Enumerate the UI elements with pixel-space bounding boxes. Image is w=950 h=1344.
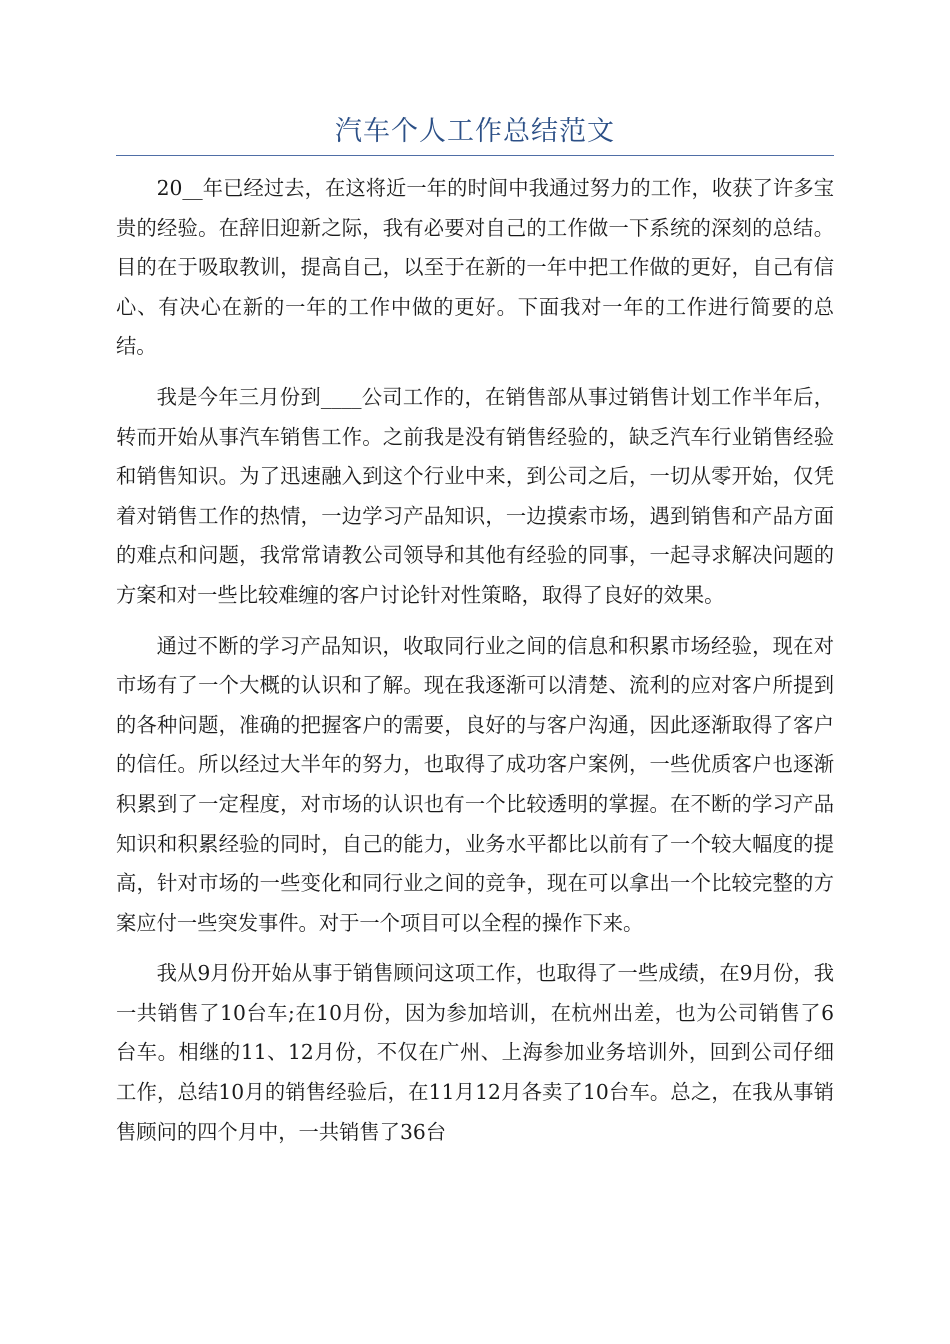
document-body	[116, 169, 834, 1163]
document-title: 汽车个人工作总结范文	[335, 116, 615, 147]
title-underline	[116, 155, 834, 156]
paragraph-1: 20__年已经过去，在这将近一年的时间中我通过努力的工作，收获了许多宝贵的经验。在辞旧迎新之际，我有必要对自己的工作做一下系统的深刻的总结。目的在于吸取教训，提高自己，以至于在新的一年中把工作做的更好，自己有信心、有决心在新的一年的工作中做的更好。下面我对一年的工作进行简要的总结。	[116, 176, 834, 359]
paragraph-4: 我从9月份开始从事于销售顾问这项工作，也取得了一些成绩，在9月份，我一共销售了10台车;在10月份，因为参加培训，在杭州出差，也为公司销售了6台车。相继的11、12月份，不仅在广州、上海参加业务培训外，回到公司仔细工作，总结10月的销售经验后，在11月12月各卖了10台车。总之，在我从事销售顾问的四个月中，一共销售了36台	[116, 961, 834, 1144]
paragraph-3: 通过不断的学习产品知识，收取同行业之间的信息和积累市场经验，现在对市场有了一个大概的认识和了解。现在我逐渐可以清楚、流利的应对客户所提到的各种问题，准确的把握客户的需要，良好的与客户沟通，因此逐渐取得了客户的信任。所以经过大半年的努力，也取得了成功客户案例，一些优质客户也逐渐积累到了一定程度，对市场的认识也有一个比较透明的掌握。在不断的学习产品知识和积累经验的同时，自己的能力，业务水平都比以前有了一个较大幅度的提高，针对市场的一些变化和同行业之间的竞争，现在可以拿出一个比较完整的方案应付一些突发事件。对于一个项目可以全程的操作下来。	[116, 633, 834, 935]
paragraph-2: 我是今年三月份到____公司工作的，在销售部从事过销售计划工作半年后，转而开始从事汽车销售工作。之前我是没有销售经验的，缺乏汽车行业销售经验和销售知识。为了迅速融入到这个行业中来，到公司之后，一切从零开始，仅凭着对销售工作的热情，一边学习产品知识，一边摸索市场，遇到销售和产品方面的难点和问题，我常常请教公司领导和其他有经验的同事，一起寻求解决问题的方案和对一些比较难缠的客户讨论针对性策略，取得了良好的效果。	[116, 384, 834, 607]
